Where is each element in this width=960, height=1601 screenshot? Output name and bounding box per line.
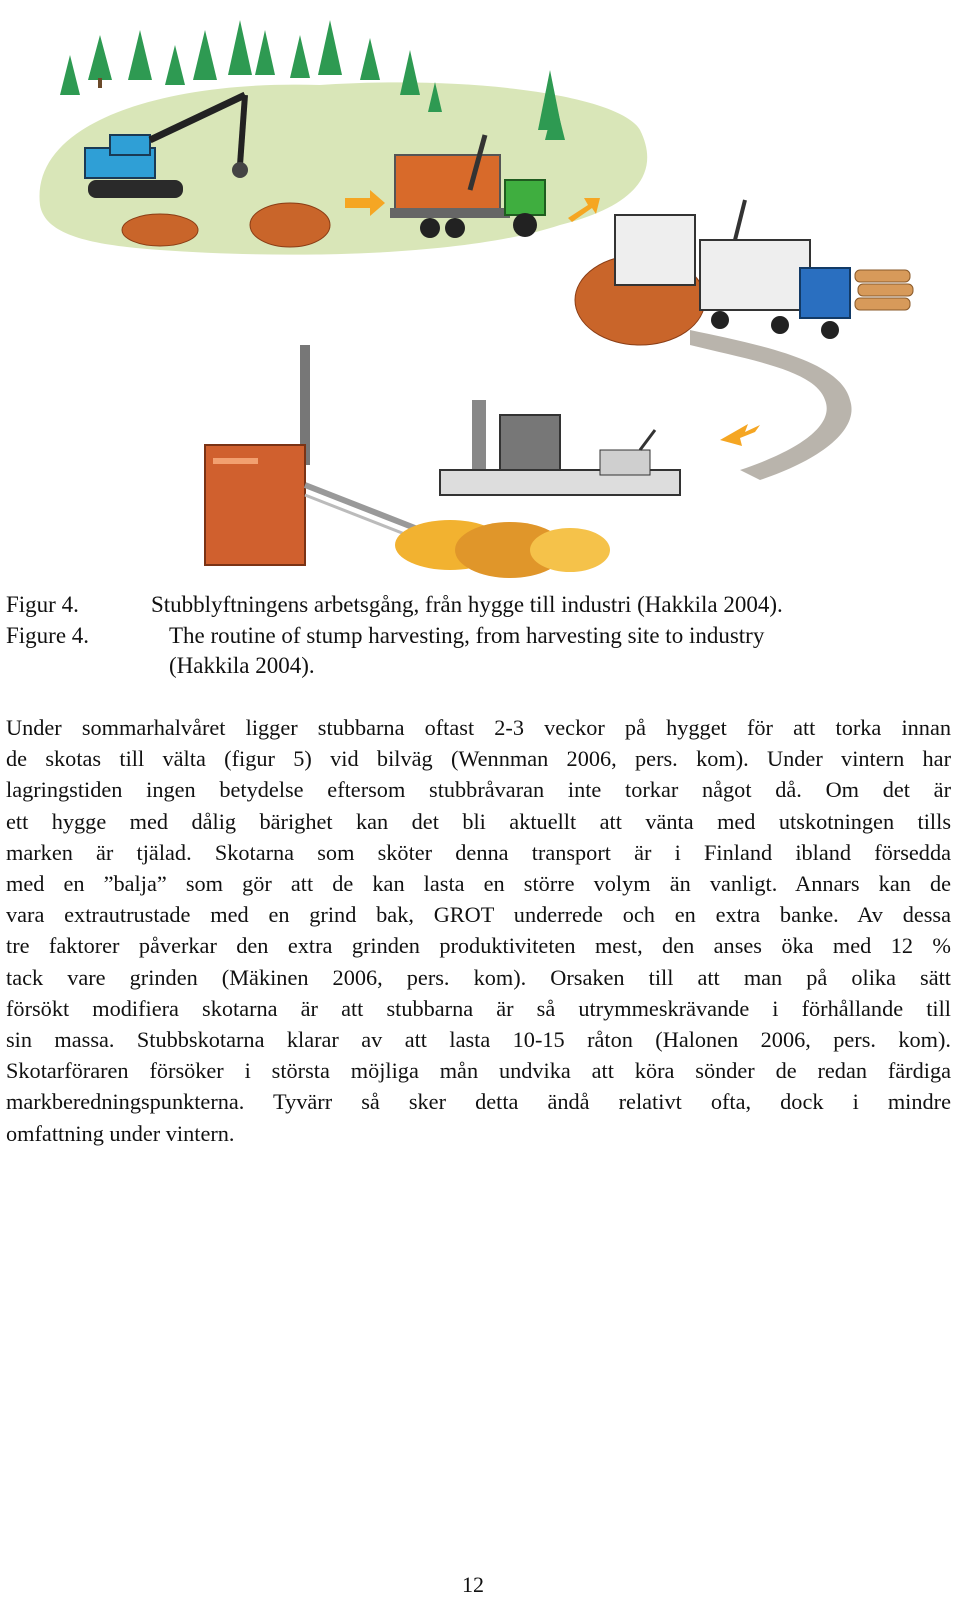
paragraph-line: vara extrautrustade med en grind bak, GROT underrede och en extra banke. Av dessa xyxy=(6,902,951,928)
paragraph-line: tack vare grinden (Mäkinen 2006, pers. kom). Orsaken till att man på olika sätt xyxy=(6,964,951,990)
paragraph-line: med en ”balja” som gör att de kan lasta en större volym än vanligt. Annars kan de xyxy=(6,871,951,897)
crushing-plant-illustration xyxy=(440,400,680,495)
caption-text-english-line-2: (Hakkila 2004). xyxy=(169,653,315,678)
body-paragraph xyxy=(6,712,951,1149)
paragraph-line: omfattning under vintern. xyxy=(6,1120,235,1146)
paragraph-line: Under sommarhalvåret ligger stubbarna oftast 2-3 veckor på hygget för att torka innan xyxy=(6,715,951,740)
paragraph-line: de skotas till välta (figur 5) vid bilväg (Wennman 2006, pers. kom). Under vintern har xyxy=(6,746,951,772)
caption-label-english: Figure 4. xyxy=(6,623,90,648)
paragraph-line: försökt modifiera skotarna är att stubbarna är så utrymmeskrävande i förhållande till xyxy=(6,995,951,1021)
page-number: 12 xyxy=(462,1572,484,1597)
paragraph-line: markberedningspunkterna. Tyvärr så sker detta ändå relativt ofta, dock i mindre xyxy=(6,1089,951,1115)
caption-label-swedish: Figur 4. xyxy=(6,592,79,617)
forest-road xyxy=(690,330,852,480)
stump-harvesting-illustration xyxy=(0,0,960,590)
paragraph-line: marken är tjälad. Skotarna som sköter denna transport är i Finland ibland försedda xyxy=(6,839,951,865)
paragraph-line: Skotarföraren försöker i största möjliga mån undvika att köra sönder de redan färdiga xyxy=(6,1058,951,1084)
wood-chip-piles xyxy=(395,520,610,578)
caption-text-english-line-1: The routine of stump harvesting, from harvesting site to industry xyxy=(169,623,765,648)
caption-text-swedish: Stubblyftningens arbetsgång, från hygge till industri (Hakkila 2004). xyxy=(151,592,783,617)
paragraph-line: sin massa. Stubbskotarna klarar av att lasta 10-15 råton (Halonen 2006, pers. kom). xyxy=(6,1027,951,1053)
boiler-plant-illustration xyxy=(205,345,420,565)
paragraph-line: lagringstiden ingen betydelse eftersom stubbråvaran inte torkar något då. Om det är xyxy=(6,777,951,803)
paragraph-line: tre faktorer påverkar den extra grinden produktiviteten mest, den anses öka med 12 % xyxy=(6,933,951,959)
paragraph-line: ett hygge med dålig bärighet kan det bli aktuellt att vänta med utskotningen tills xyxy=(6,808,951,834)
